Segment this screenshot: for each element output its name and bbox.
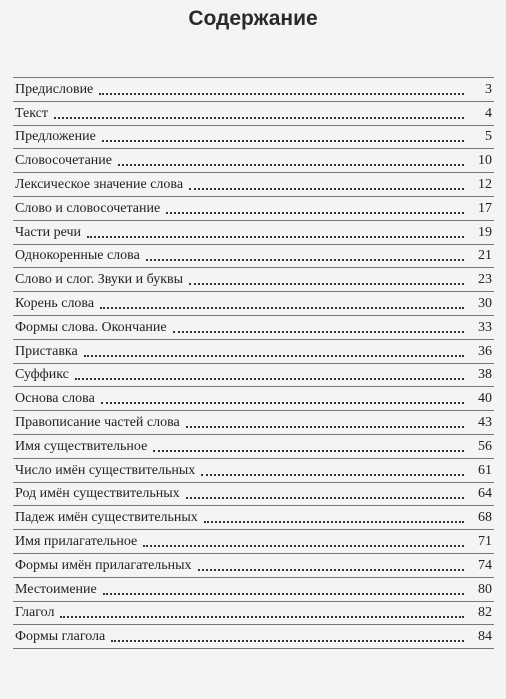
toc-row: [13, 554, 494, 578]
toc-entry-label: Слово и слог. Звуки и буквы: [15, 272, 184, 288]
toc-entry-label: Текст: [15, 105, 49, 121]
toc-entry-page-number: 40: [478, 391, 492, 407]
toc-entry-page-number: 4: [485, 105, 492, 121]
toc-entry-label: Слово и словосочетание: [15, 200, 161, 216]
toc-entry-label: Глагол: [15, 605, 55, 621]
toc-row: [13, 221, 494, 245]
toc-entry-page-number: 82: [478, 605, 492, 621]
dot-leader: [166, 212, 464, 214]
toc-entry-page-number: 38: [478, 367, 492, 383]
toc-row: [13, 173, 494, 197]
toc-entry-label: Правописание частей слова: [15, 414, 180, 430]
toc-entry-label: Суффикс: [15, 367, 69, 383]
toc-row: [13, 578, 494, 602]
toc-entry-label: Лексическое значение слова: [15, 176, 184, 192]
toc-entry-label: Корень слова: [15, 295, 95, 311]
toc-entry-page-number: 23: [478, 272, 492, 288]
toc-row: [13, 78, 494, 102]
toc-entry-page-number: 21: [478, 248, 492, 264]
dot-leader: [102, 140, 464, 142]
toc-entry-label: Род имён существительных: [15, 486, 180, 502]
toc-entry-label: Падеж имён существительных: [15, 510, 198, 526]
dot-leader: [189, 188, 464, 190]
toc-entry-page-number: 5: [485, 129, 492, 145]
dot-leader: [204, 521, 464, 523]
toc-entry-label: Имя существительное: [15, 438, 148, 454]
toc-entry-page-number: 33: [478, 319, 492, 335]
toc-entry-page-number: 43: [478, 414, 492, 430]
toc-entry-label: Однокоренные слова: [15, 248, 140, 264]
dot-leader: [100, 307, 464, 309]
dot-leader: [111, 640, 464, 642]
toc-row: [13, 364, 494, 388]
toc-entry-page-number: 84: [478, 629, 492, 645]
toc-entry-label: Приставка: [15, 343, 78, 359]
dot-leader: [60, 616, 464, 618]
toc-row: [13, 268, 494, 292]
toc-entry-page-number: 64: [478, 486, 492, 502]
toc-entry-label: Предисловие: [15, 81, 94, 97]
toc-row: [13, 102, 494, 126]
toc-row: [13, 459, 494, 483]
toc-entry-page-number: 12: [478, 176, 492, 192]
dot-leader: [146, 259, 464, 261]
dot-leader: [99, 93, 464, 95]
toc-row: [13, 126, 494, 150]
page-title: Содержание: [188, 7, 318, 30]
toc-entry-label: Имя прилагательное: [15, 533, 138, 549]
toc-row: [13, 625, 494, 649]
dot-leader: [101, 402, 464, 404]
dot-leader: [201, 474, 464, 476]
dot-leader: [118, 164, 464, 166]
toc-entry-label: Формы слова. Окончание: [15, 319, 167, 335]
toc-row: [13, 435, 494, 459]
toc-entry-page-number: 19: [478, 224, 492, 240]
toc-row: [13, 411, 494, 435]
toc-entry-page-number: 10: [478, 153, 492, 169]
toc-entry-label: Число имён существительных: [15, 462, 196, 478]
dot-leader: [103, 593, 464, 595]
toc-table: [13, 77, 494, 649]
toc-entry-label: Основа слова: [15, 391, 95, 407]
dot-leader: [189, 283, 464, 285]
toc-entry-page-number: 71: [478, 533, 492, 549]
toc-entry-label: Части речи: [15, 224, 82, 240]
toc-entry-page-number: 68: [478, 510, 492, 526]
dot-leader: [54, 117, 464, 119]
toc-row: [13, 340, 494, 364]
toc-entry-page-number: 17: [478, 200, 492, 216]
toc-row: [13, 602, 494, 626]
toc-entry-page-number: 56: [478, 438, 492, 454]
dot-leader: [186, 497, 464, 499]
dot-leader: [84, 355, 464, 357]
toc-entry-label: Местоимение: [15, 581, 97, 597]
toc-entry-page-number: 3: [485, 81, 492, 97]
toc-entry-page-number: 61: [478, 462, 492, 478]
toc-row: [13, 530, 494, 554]
toc-row: [13, 292, 494, 316]
dot-leader: [173, 331, 464, 333]
toc-row: [13, 387, 494, 411]
toc-row: [13, 149, 494, 173]
toc-entry-label: Словосочетание: [15, 153, 112, 169]
toc-entry-label: Формы глагола: [15, 629, 106, 645]
toc-entry-page-number: 74: [478, 557, 492, 573]
toc-entry-label: Предложение: [15, 129, 96, 145]
dot-leader: [153, 450, 464, 452]
dot-leader: [186, 426, 464, 428]
toc-entry-page-number: 30: [478, 295, 492, 311]
toc-row: [13, 316, 494, 340]
toc-entry-page-number: 80: [478, 581, 492, 597]
toc-entry-label: Формы имён прилагательных: [15, 557, 192, 573]
toc-row: [13, 506, 494, 530]
toc-entry-page-number: 36: [478, 343, 492, 359]
toc-row: [13, 245, 494, 269]
dot-leader: [143, 545, 464, 547]
dot-leader: [75, 378, 464, 380]
dot-leader: [87, 236, 464, 238]
toc-row: [13, 197, 494, 221]
toc-row: [13, 483, 494, 507]
dot-leader: [198, 569, 464, 571]
